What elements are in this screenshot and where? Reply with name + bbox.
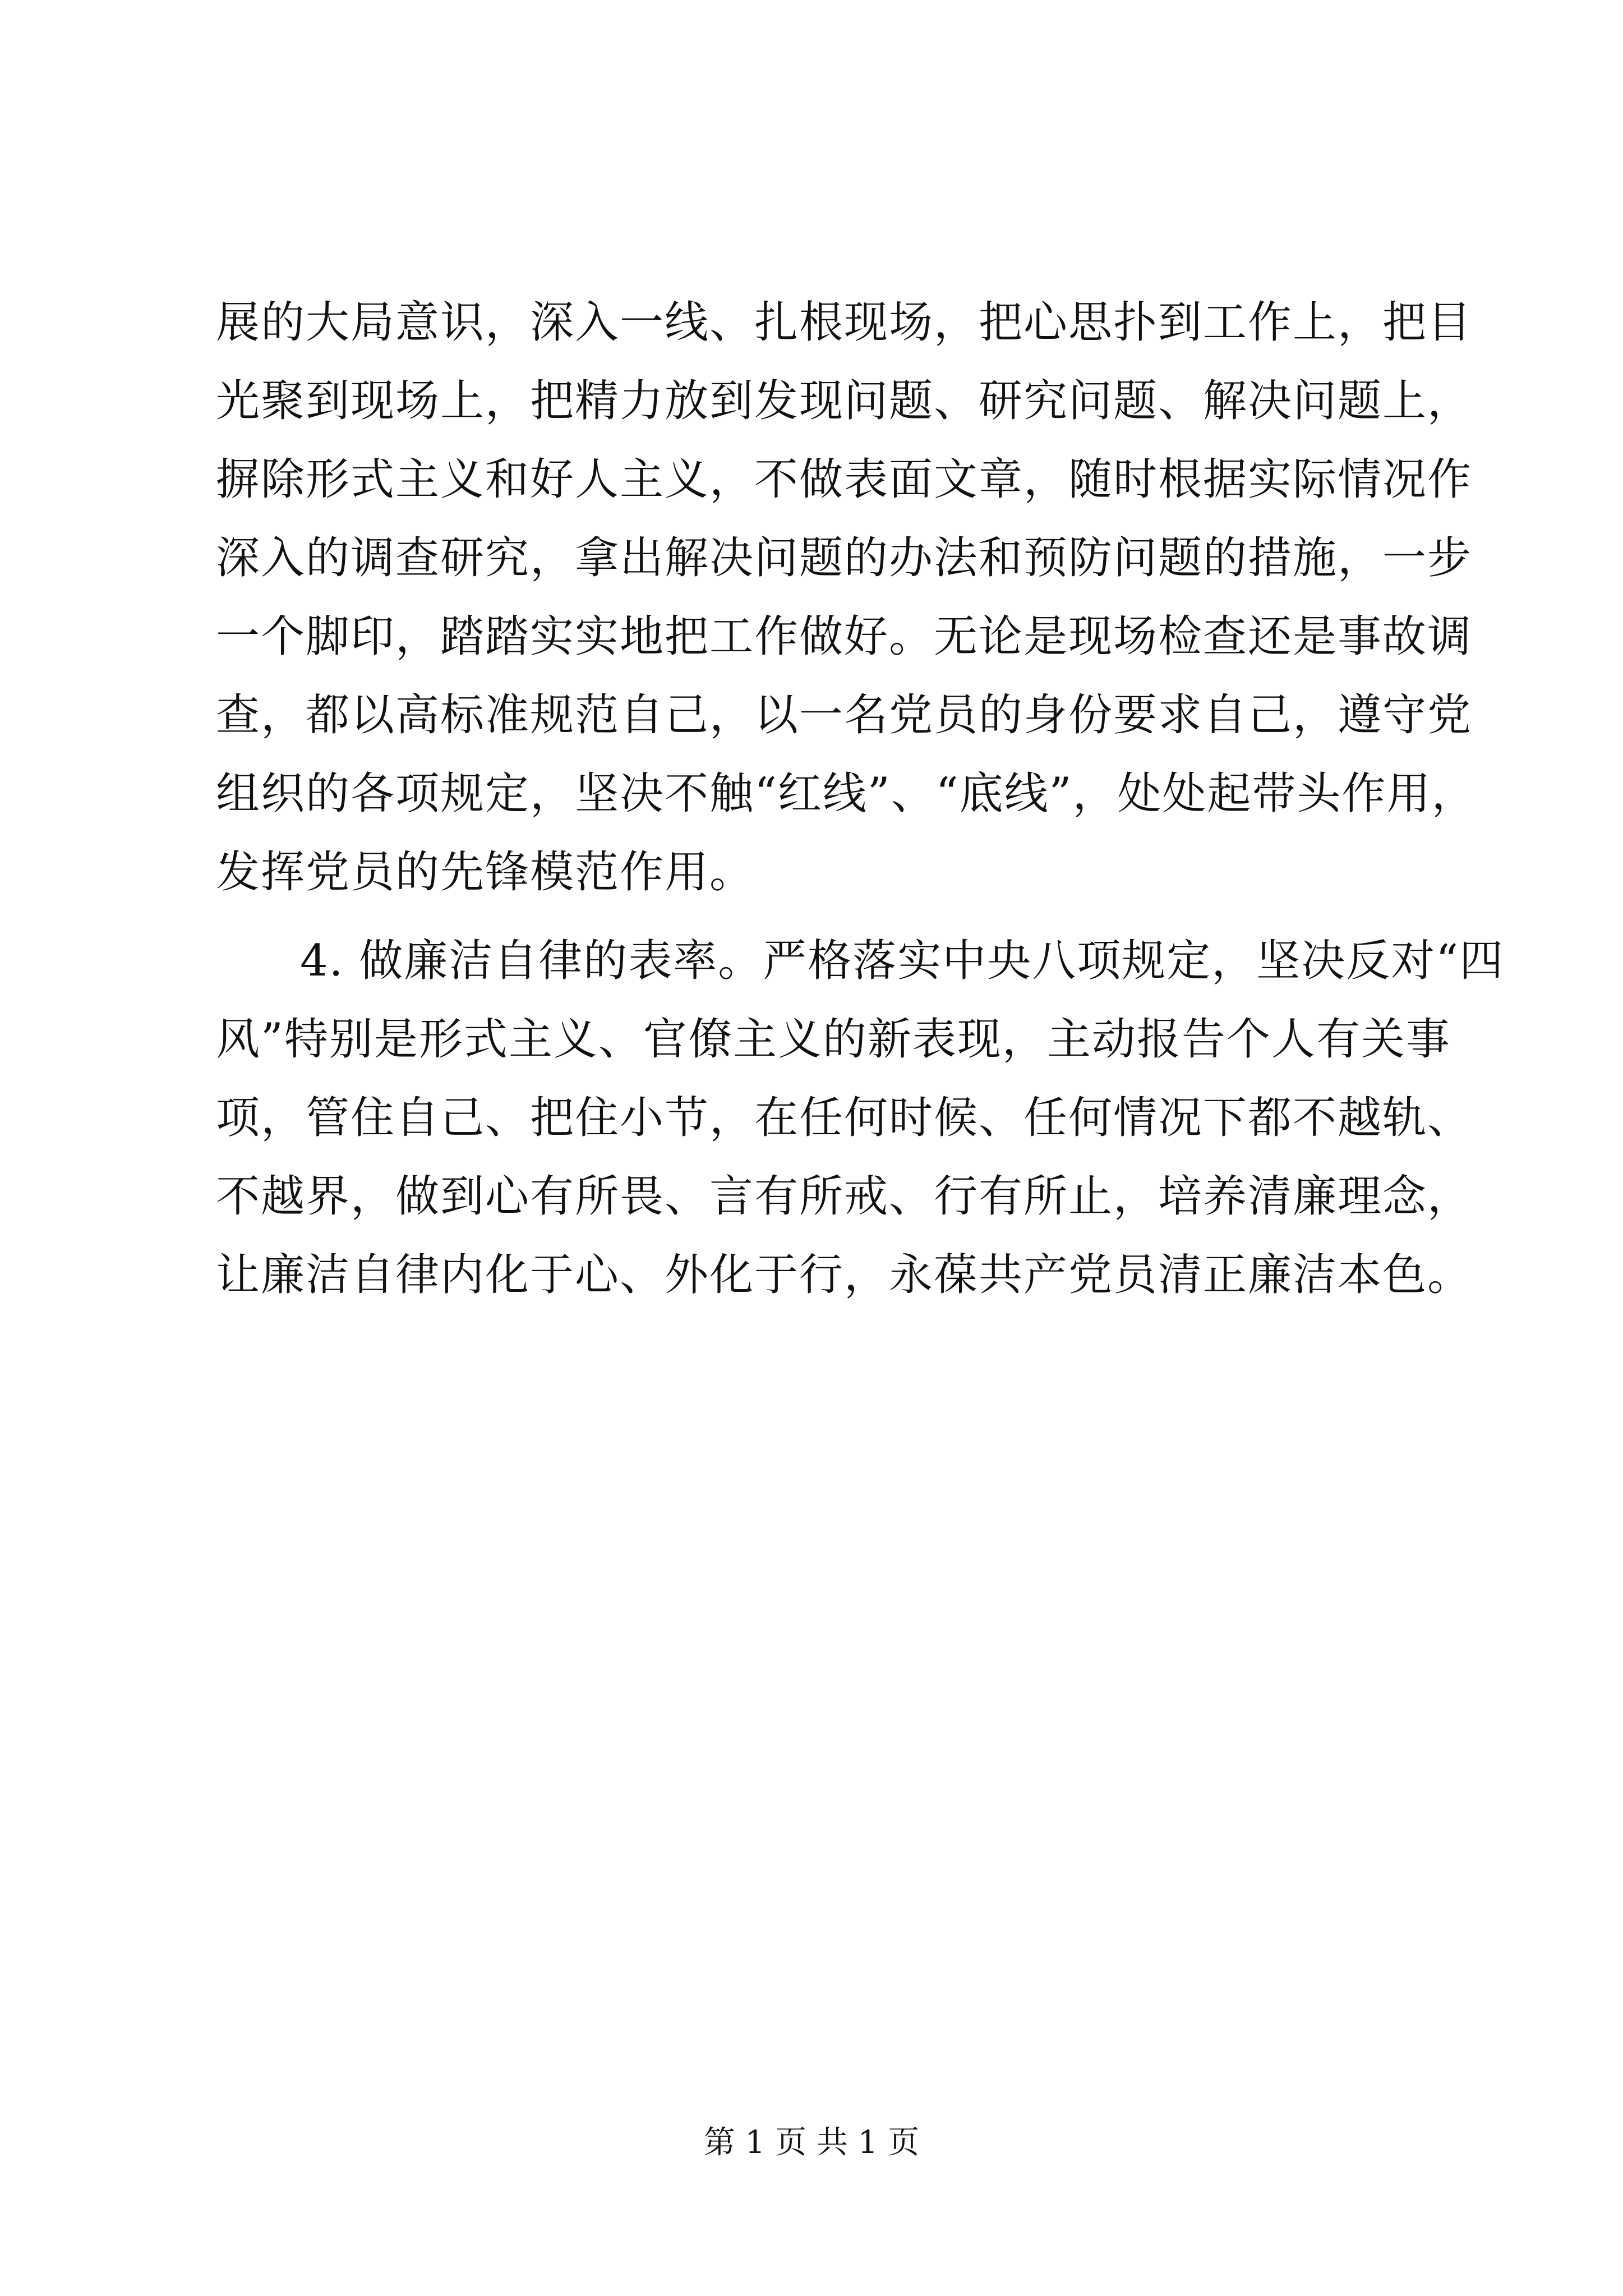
- paragraph-2: [216, 922, 1505, 1314]
- page-number-footer: 第 1 页 共 1 页: [703, 2124, 920, 2161]
- text-line: 一个脚印，踏踏实实地把工作做好。无论是现场检查还是事故调: [216, 611, 1473, 662]
- text-line: 展的大局意识，深入一线、扎根现场，把心思扑到工作上，把目: [216, 297, 1473, 348]
- text-line: 查，都以高标准规范自己，以一名党员的身份要求自己，遵守党: [216, 690, 1473, 740]
- paragraph-1: [216, 283, 1477, 912]
- body-text: [216, 283, 1505, 1314]
- text-line: 4. 做廉洁自律的表率。严格落实中央八项规定，坚决反对“四: [300, 936, 1505, 986]
- text-line: 深入的调查研究，拿出解决问题的办法和预防问题的措施，一步: [216, 533, 1473, 583]
- paragraph-gap: [216, 912, 1422, 922]
- text-line: 不越界，做到心有所畏、言有所戒、行有所止，培养清廉理念，: [216, 1171, 1473, 1222]
- text-line: 风”特别是形式主义、官僚主义的新表现，主动报告个人有关事: [216, 1014, 1451, 1065]
- text-line: 发挥党员的先锋模范作用。: [216, 847, 755, 898]
- text-line: 组织的各项规定，坚决不触“红线”、“底线”，处处起带头作用，: [216, 769, 1477, 819]
- text-line: 摒除形式主义和好人主义，不做表面文章，随时根据实际情况作: [216, 454, 1473, 505]
- text-line: 项，管住自己、把住小节，在任何时候、任何情况下都不越轨、: [216, 1093, 1473, 1143]
- text-line: 让廉洁自律内化于心、外化于行，永葆共产党员清正廉洁本色。: [216, 1250, 1473, 1300]
- text-line: 光聚到现场上，把精力放到发现问题、研究问题、解决问题上，: [216, 376, 1473, 426]
